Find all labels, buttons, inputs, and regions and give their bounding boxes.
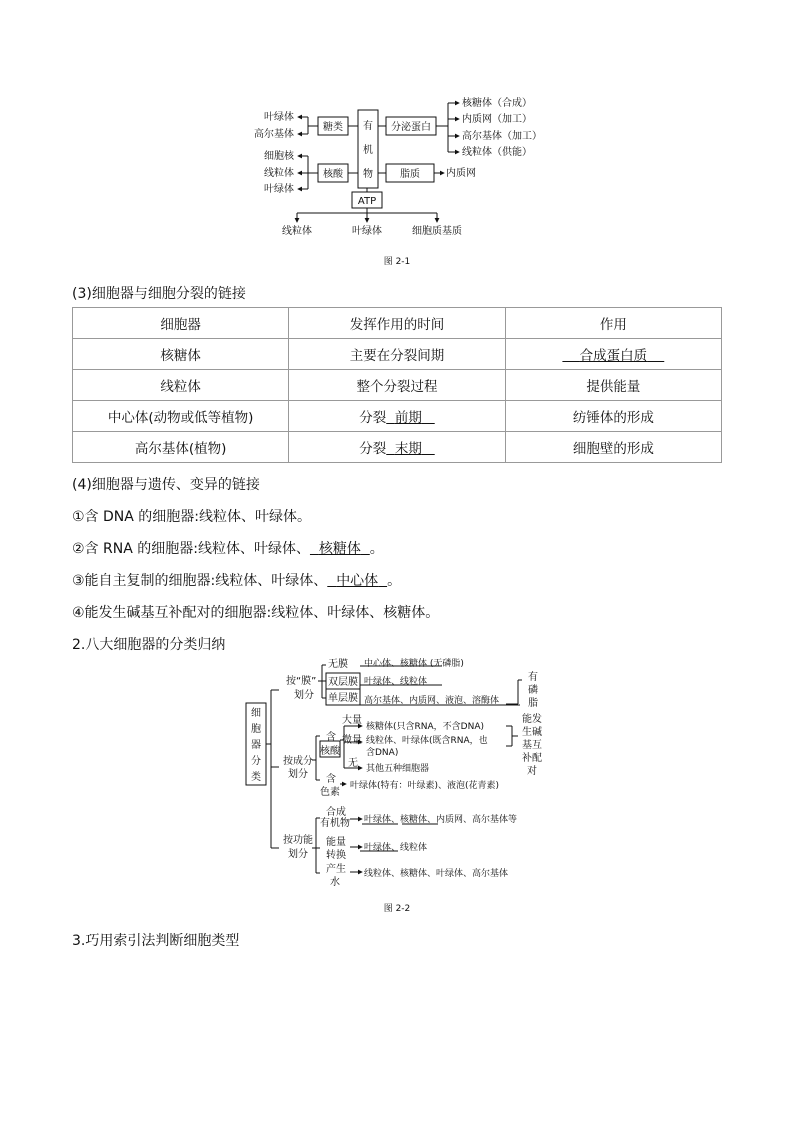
nucleic-acid-label: 核酸 xyxy=(323,169,343,180)
protein-target-2: 内质网（加工） xyxy=(462,114,532,125)
figure-2-2-caption: 图 2-2 xyxy=(383,904,411,914)
time-cell: 整个分裂过程 xyxy=(289,370,505,401)
phospholipid-note: 脂 xyxy=(528,698,538,709)
membrane-branch-label: 划分 xyxy=(294,690,314,701)
base-pairing-note: 基互 xyxy=(522,740,542,751)
base-pairing-note: 补配 xyxy=(522,753,542,764)
atp-target-3: 细胞质基质 xyxy=(412,226,462,237)
answer-blank: 前期 xyxy=(394,410,422,426)
list-item: ①含 DNA 的细胞器:线粒体、叶绿体。 xyxy=(72,509,311,525)
water-items: 线粒体、核糖体、叶绿体、高尔基体 xyxy=(364,869,509,879)
atp-target-1: 线粒体 xyxy=(282,226,312,237)
function-branch-label: 划分 xyxy=(288,849,308,860)
atp-label: ATP xyxy=(357,196,377,207)
none-label: 无 xyxy=(348,758,358,769)
secretory-protein-label: 分泌蛋白 xyxy=(391,122,431,133)
double-membrane-items: 叶绿体、线粒体 xyxy=(364,677,428,687)
phospholipid-note: 有 xyxy=(528,672,538,683)
root-char: 器 xyxy=(251,740,261,751)
function-cell: 提供能量 xyxy=(505,370,721,401)
answer-blank: 合成蛋白质 xyxy=(579,348,648,364)
lipid-label: 脂质 xyxy=(400,169,420,180)
pigment-label: 含 xyxy=(326,774,336,785)
section-3b-title: 3.巧用索引法判断细胞类型 xyxy=(72,933,240,949)
table-header: 作用 xyxy=(505,308,721,339)
large-amount-label: 大量 xyxy=(342,715,362,726)
large-amount-items: 核糖体(只含RNA，不含DNA) xyxy=(366,722,484,732)
time-cell: 主要在分裂间期 xyxy=(289,339,505,370)
trace-amount-label: 微量 xyxy=(342,735,362,746)
answer-blank: 核糖体 xyxy=(318,541,361,557)
root-char: 类 xyxy=(251,772,261,783)
membrane-branch-label: 按“膜” xyxy=(286,676,317,687)
list-item: ③能自主复制的细胞器:线粒体、叶绿体、 中心体 。 xyxy=(72,573,402,589)
base-pairing-note: 生碱 xyxy=(522,727,542,738)
center-char-3: 物 xyxy=(363,169,373,180)
root-char: 细 xyxy=(251,708,261,719)
atp-target-2: 叶绿体 xyxy=(352,226,382,237)
single-membrane-label: 单层膜 xyxy=(328,693,358,704)
energy-label: 能量 xyxy=(326,837,346,848)
list-item: ②含 RNA 的细胞器:线粒体、叶绿体、 核糖体 。 xyxy=(72,541,384,557)
section-2-title: 2.八大细胞器的分类归纳 xyxy=(72,637,226,653)
double-membrane-label: 双层膜 xyxy=(328,677,358,688)
water-label: 产生 xyxy=(326,864,346,875)
protein-target-1: 核糖体（合成） xyxy=(462,98,532,109)
center-char-2: 机 xyxy=(363,145,373,156)
organelle-cell: 中心体(动物或低等植物) xyxy=(73,401,289,432)
synthesis-label: 合成 xyxy=(326,807,346,818)
nucleic-acid-label: 核酸 xyxy=(320,746,340,757)
contains-label: 含 xyxy=(326,732,336,743)
base-pairing-note: 能发 xyxy=(522,714,542,725)
protein-target-3: 高尔基体（加工） xyxy=(462,131,542,142)
organelle-cell: 高尔基体(植物) xyxy=(73,432,289,463)
pigment-label: 色素 xyxy=(320,787,340,798)
section-4-title: (4)细胞器与遗传、变异的链接 xyxy=(72,477,260,493)
root-char: 胞 xyxy=(251,724,261,735)
function-branch-label: 按功能 xyxy=(283,835,313,846)
no-membrane-label: 无膜 xyxy=(328,659,348,670)
no-membrane-items: 中心体、核糖体 (无磷脂) xyxy=(364,659,464,669)
time-cell: 分裂 前期 xyxy=(289,401,505,432)
protein-target-4: 线粒体（供能） xyxy=(462,147,532,158)
section-3-title: (3)细胞器与细胞分裂的链接 xyxy=(72,286,246,302)
sugar-target-1: 叶绿体 xyxy=(264,112,294,123)
composition-branch-label: 划分 xyxy=(288,769,308,780)
sugar-target-2: 高尔基体 xyxy=(254,129,294,140)
composition-branch-label: 按成分 xyxy=(283,756,313,767)
trace-amount-items: 含DNA) xyxy=(366,748,399,758)
nucleic-target-2: 线粒体 xyxy=(264,168,294,179)
energy-label: 转换 xyxy=(326,850,346,861)
list-item: ④能发生碱基互补配对的细胞器:线粒体、叶绿体、核糖体。 xyxy=(72,605,440,621)
nucleic-target-3: 叶绿体 xyxy=(264,184,294,195)
root-char: 分 xyxy=(251,756,261,767)
water-label: 水 xyxy=(330,877,340,888)
none-items: 其他五种细胞器 xyxy=(366,764,430,774)
single-membrane-items: 高尔基体、内质网、液泡、溶酶体 xyxy=(364,696,500,706)
lipid-target: 内质网 xyxy=(446,168,476,179)
function-cell: 细胞壁的形成 xyxy=(505,432,721,463)
trace-amount-items: 线粒体、叶绿体(既含RNA，也 xyxy=(366,736,488,746)
figure-2-1-caption: 图 2-1 xyxy=(383,257,411,267)
pigment-items: 叶绿体(特有：叶绿素)、液泡(花青素) xyxy=(350,781,500,791)
organelle-cell: 核糖体 xyxy=(73,339,289,370)
organelle-cell: 线粒体 xyxy=(73,370,289,401)
energy-items: 叶绿体、线粒体 xyxy=(364,843,428,853)
base-pairing-note: 对 xyxy=(527,766,537,777)
answer-blank: 中心体 xyxy=(336,573,379,589)
function-cell: 纺锤体的形成 xyxy=(505,401,721,432)
table-header: 细胞器 xyxy=(73,308,289,339)
table-header: 发挥作用的时间 xyxy=(289,308,505,339)
synthesis-items: 叶绿体、核糖体、内质网、高尔基体等 xyxy=(364,815,518,825)
nucleic-target-1: 细胞核 xyxy=(264,151,294,162)
sugar-label: 糖类 xyxy=(323,122,343,133)
answer-blank: 末期 xyxy=(394,441,422,457)
center-char-1: 有 xyxy=(363,121,373,132)
phospholipid-note: 磷 xyxy=(528,685,538,696)
time-cell: 分裂 末期 xyxy=(289,432,505,463)
synthesis-label: 有机物 xyxy=(320,818,350,829)
